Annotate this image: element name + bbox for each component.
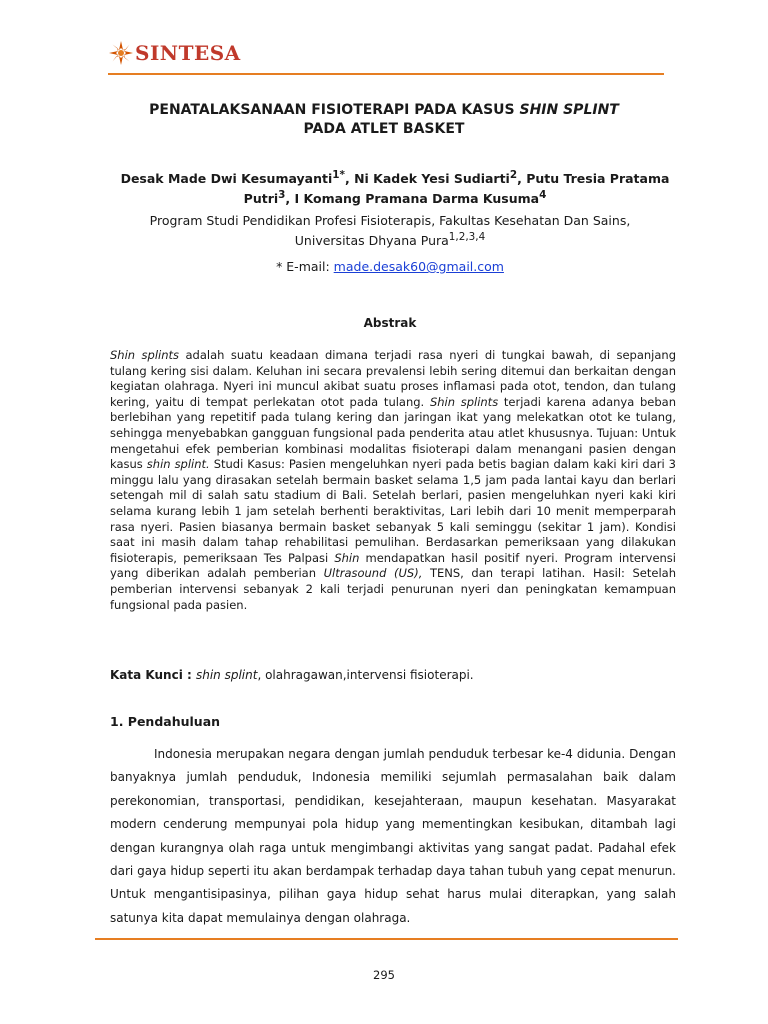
author-separator: , <box>517 171 527 187</box>
author-list <box>100 167 690 207</box>
affiliation-line2: Universitas Dhyana Pura <box>294 233 449 249</box>
section-heading-introduction: 1. Pendahuluan <box>110 714 221 729</box>
journal-logo-text: SINTESA <box>135 41 241 65</box>
keywords-italic: shin splint <box>195 668 258 682</box>
abstract-text-run: Studi Kasus: Pasien mengeluhkan nyeri pada betis bagian dalam kaki kiri dari 3 minggu lalu yang dirasakan setelah bermain basket selama 1,5 jam pada lantai kayu dan berlari setengah mil di salah satu stadium di Bali. Setelah berlari, pasien mengeluhkan nyeri kaki kiri selama kurang lebih 1 jam setelah berhenti beraktivitas, Lari lebih dari 10 menit memperparah rasa nyeri. Pasien biasanya bermain basket sebanyak 5 kali seminggu (sekitar 1 jam). Kondisi saat ini masih dalam tahap rehabilitasi pemulihan. Berdasarkan pemeriksaan yang dilakukan fisioterapis, pemeriksaan Tes Palpasi <box>110 457 676 565</box>
sun-burst-icon <box>108 40 134 66</box>
title-line1-italic: SHIN SPLINT <box>519 102 619 118</box>
email-link[interactable]: made.desak60@gmail.com <box>333 259 504 274</box>
author-superscript: 1* <box>332 169 345 181</box>
abstract-italic-run: Ultrasound (US), <box>323 566 423 581</box>
abstract-italic-run: Shin splints <box>429 394 499 409</box>
email-label: * E-mail: <box>276 259 334 274</box>
title-line2: PADA ATLET BASKET <box>303 121 465 137</box>
abstract-body <box>110 348 676 613</box>
journal-logo <box>108 40 241 66</box>
affiliation-superscript: 1,2,3,4 <box>448 231 486 243</box>
author-name: Putu Tresia Pratama Putri <box>243 171 670 207</box>
author-name: I Komang Pramana Darma Kusuma <box>294 191 540 207</box>
abstract-heading: Abstrak <box>363 316 417 330</box>
header-divider <box>108 73 664 75</box>
journal-header <box>108 40 668 80</box>
affiliation <box>110 212 670 249</box>
keywords <box>110 667 676 683</box>
introduction-paragraph <box>110 743 676 930</box>
abstract-text-run: adalah suatu keadaan dimana terjadi rasa nyeri di tungkai bawah, di sepanjang tulang kering sisi dalam. Keluhan ini secara prevalensi lebih sering ditemui dan berkaitan dengan kegiatan olahraga. Nyeri ini muncul akibat suatu proses inflamasi pada otot, tendon, dan tulang kering, yaitu di tempat perlekatan otot pada tulang. <box>110 348 677 409</box>
author-superscript: 4 <box>539 189 547 202</box>
abstract-italic-run: shin splint. <box>146 457 210 472</box>
abstract-text-run: TENS, dan terapi latihan. Hasil: Setelah pemberian intervensi sebanyak 2 kali terjadi penurunan nyeri dan peningkatan kemampuan fungsional pada pasien. <box>110 566 676 612</box>
keywords-label: Kata Kunci : <box>110 668 196 682</box>
footer-divider <box>95 938 678 940</box>
corresponding-email <box>110 258 670 275</box>
introduction-text: Indonesia merupakan negara dengan jumlah penduduk terbesar ke-4 didunia. Dengan banyaknya jumlah penduduk, Indonesia memiliki sejumlah permasalahan baik dalam perekonomian, transportasi, pendidikan, kesejahteraan, maupun kesehatan. Masyarakat modern cenderung mempunyai pola hidup yang mementingkan kesibukan, ditambah lagi dengan kurangnya olah raga untuk mengimbangi aktivitas yang sangat padat. Padahal efek dari gaya hidup seperti itu akan berdampak terhadap daya tahan tubuh yang cepat menurun. Untuk mengantisipasinya, pilihan gaya hidup sehat harus mulai diterapkan, yang salah satunya kita dapat memulainya dengan olahraga. <box>110 747 676 925</box>
abstract-text-run: terjadi karena adanya beban berlebihan yang repetitif pada tulang kering dan jaringan ikat yang melekatkan otot ke tulang, sehingga menyebabkan gangguan fungsional pada penderita atau atlet khususnya. Tujuan: Untuk mengetahui efek pemberian kombinasi modalitas fisioterapi dalam menangani pasien dengan kasus <box>110 394 677 472</box>
author-superscript: 2 <box>509 169 518 181</box>
page-number: 295 <box>373 968 395 982</box>
keywords-rest: , olahragawan,intervensi fisioterapi. <box>257 668 474 682</box>
title-line1-part1: PENATALAKSANAAN FISIOTERAPI PADA KASUS <box>149 102 520 118</box>
author-superscript: 3 <box>278 189 286 202</box>
author-name: Desak Made Dwi Kesumayanti <box>120 171 333 187</box>
abstract-text-run: mendapatkan hasil positif nyeri. Program intervensi yang diberikan adalah pemberian <box>110 550 676 581</box>
affiliation-line1: Program Studi Pendidikan Profesi Fisioterapis, Fakultas Kesehatan Dan Sains, <box>149 213 631 228</box>
abstract-italic-run: Shin splints <box>110 348 180 362</box>
author-name: Ni Kadek Yesi Sudiarti <box>354 171 510 187</box>
author-separator: , <box>285 191 295 207</box>
paper-title <box>100 101 668 139</box>
author-separator: , <box>344 171 355 187</box>
abstract-italic-run: Shin <box>334 550 360 565</box>
